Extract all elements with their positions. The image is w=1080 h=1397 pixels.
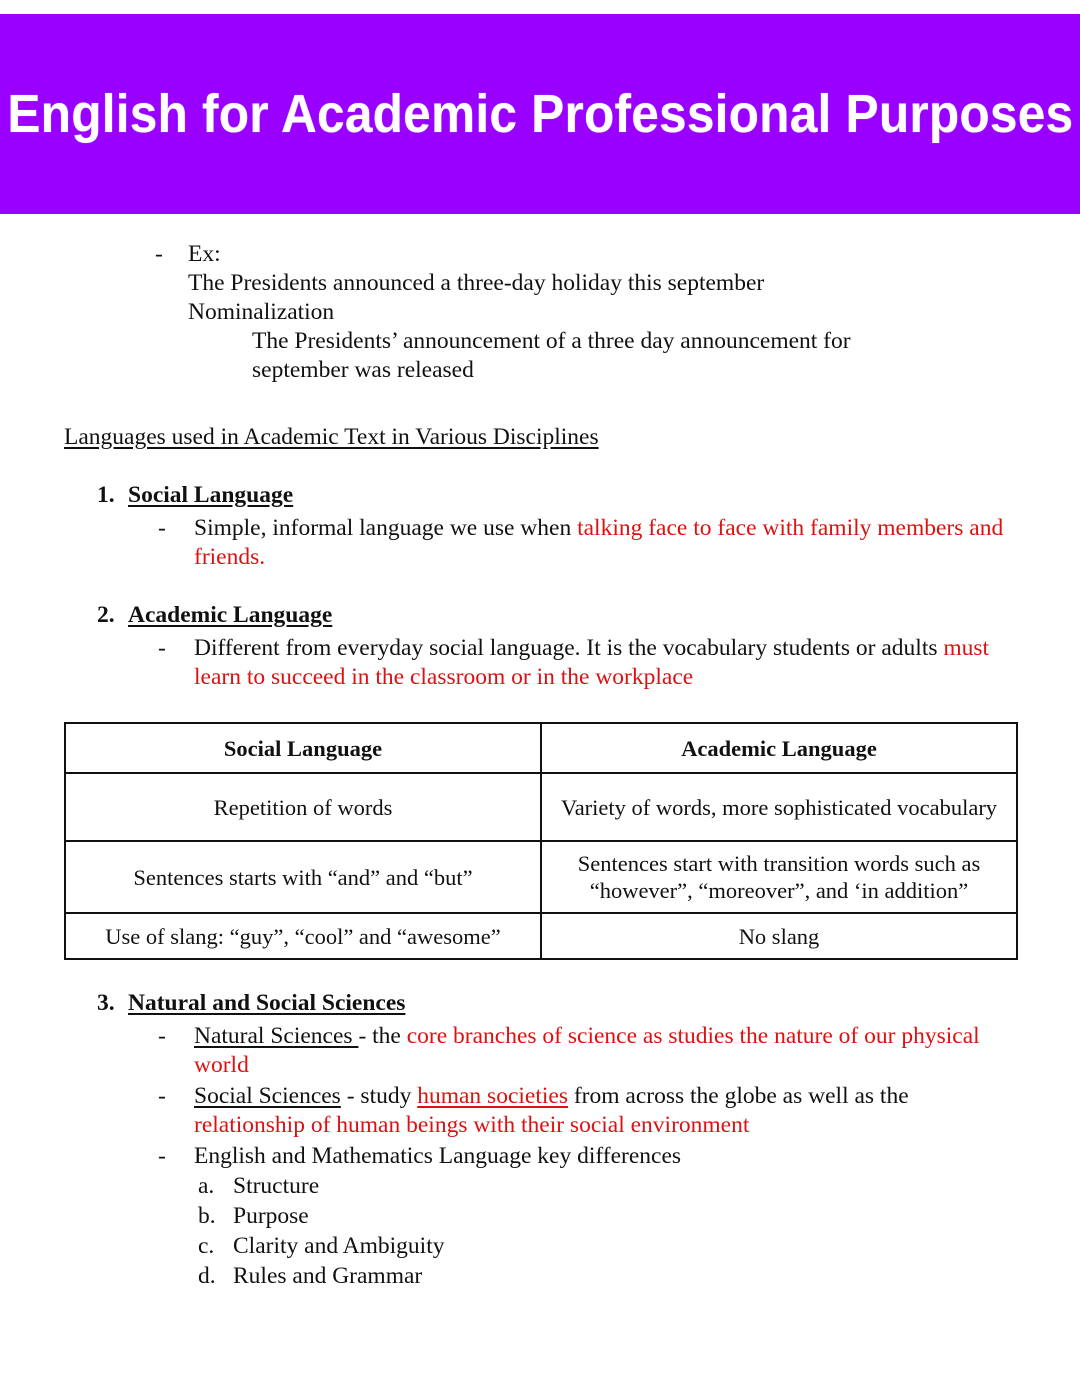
dash-sublist (128, 514, 1016, 572)
comparison-table-wrapper (64, 722, 1016, 960)
list-item (128, 1142, 1016, 1171)
underlined-term-natural-sciences: Natural Sciences (194, 1023, 359, 1049)
bullet-text-black: - study (340, 1083, 418, 1109)
dash-bullet: - (158, 635, 166, 661)
section-heading: Languages used in Academic Text in Various Disciplines (64, 424, 599, 450)
dash-bullet: - (158, 1143, 166, 1169)
lettered-sublist (128, 1172, 1016, 1291)
page-banner (0, 14, 1080, 214)
list-item (128, 514, 1016, 572)
list-item (128, 1172, 1016, 1201)
item-letter: a. (198, 1173, 215, 1199)
list-item (64, 481, 1016, 572)
list-item (64, 601, 1016, 692)
bullet-text-red: relationship of human beings with their social environment (194, 1112, 750, 1138)
dash-bullet: - (158, 1083, 166, 1109)
table-cell: No slang (541, 913, 1017, 959)
list-item (128, 634, 1016, 692)
item-title: Academic Language (128, 602, 333, 628)
example-line-4: september was released (252, 357, 474, 383)
dash-bullet: - (158, 515, 166, 541)
table-cell: Repetition of words (65, 773, 541, 841)
item-number: 2. (97, 602, 115, 628)
sub-item-label: Clarity and Ambiguity (233, 1233, 445, 1259)
table-row (65, 841, 1017, 913)
list-item (128, 1022, 1016, 1080)
bullet-text-black: - the (358, 1023, 407, 1049)
example-line-2: Nominalization (188, 299, 335, 325)
list-item (64, 989, 1016, 1291)
table-row (65, 913, 1017, 959)
item-letter: b. (198, 1203, 216, 1229)
dash-bullet: - (155, 241, 163, 267)
table-header-academic-language: Academic Language (541, 723, 1017, 773)
item-title: Natural and Social Sciences (128, 990, 406, 1016)
sub-item-label: Structure (233, 1173, 320, 1199)
underlined-term-human-societies: human societies (417, 1083, 568, 1109)
bullet-text-red: core branches of science as studies the nature of our physical world (194, 1023, 980, 1078)
sub-item-label: Rules and Grammar (233, 1263, 423, 1289)
bullet-text-black: Different from everyday social language. It is the vocabulary students or adults (194, 635, 944, 661)
page-title: English for Academic Professional Purposes (6, 84, 1074, 144)
dash-sublist (128, 1022, 1016, 1171)
bullet-text-red: talking face to face with family members and friends. (194, 515, 1004, 570)
item-letter: c. (198, 1233, 215, 1259)
example-line-3: The Presidents’ announcement of a three day announcement for (252, 328, 851, 354)
table-header-social-language: Social Language (65, 723, 541, 773)
table-header-row (65, 723, 1017, 773)
item-number: 1. (97, 482, 115, 508)
numbered-list (64, 481, 1016, 692)
document-body (0, 224, 1080, 1291)
sub-item-label: Purpose (233, 1203, 309, 1229)
dash-sublist (128, 634, 1016, 692)
item-number: 3. (97, 990, 115, 1016)
item-title: Social Language (128, 482, 294, 508)
list-item (128, 1232, 1016, 1261)
underlined-term-social-sciences: Social Sciences (194, 1083, 341, 1109)
bullet-text-black: Simple, informal language we use when (194, 515, 578, 541)
bullet-text-black-2: from across the globe as well as the (567, 1083, 909, 1109)
table-cell: Variety of words, more sophisticated vocabulary (541, 773, 1017, 841)
list-item (128, 1262, 1016, 1291)
list-item (128, 1082, 1016, 1140)
numbered-list-continued (64, 989, 1016, 1291)
example-label: Ex: (188, 241, 221, 267)
example-line-1: The Presidents announced a three-day holiday this september (188, 270, 765, 296)
table-cell: Use of slang: “guy”, “cool” and “awesome” (65, 913, 541, 959)
table-row (65, 773, 1017, 841)
dash-bullet: - (158, 1023, 166, 1049)
item-letter: d. (198, 1263, 216, 1289)
bullet-text-black: English and Mathematics Language key differences (194, 1143, 682, 1169)
comparison-table (64, 722, 1018, 960)
list-item (128, 1202, 1016, 1231)
example-block (155, 240, 1016, 385)
table-cell: Sentences starts with “and” and “but” (65, 841, 541, 913)
example-lines (188, 240, 1016, 385)
table-cell: Sentences start with transition words such as “however”, “moreover”, and ‘in addition” (541, 841, 1017, 913)
bullet-text-red: must learn to succeed in the classroom or in the workplace (194, 635, 990, 690)
